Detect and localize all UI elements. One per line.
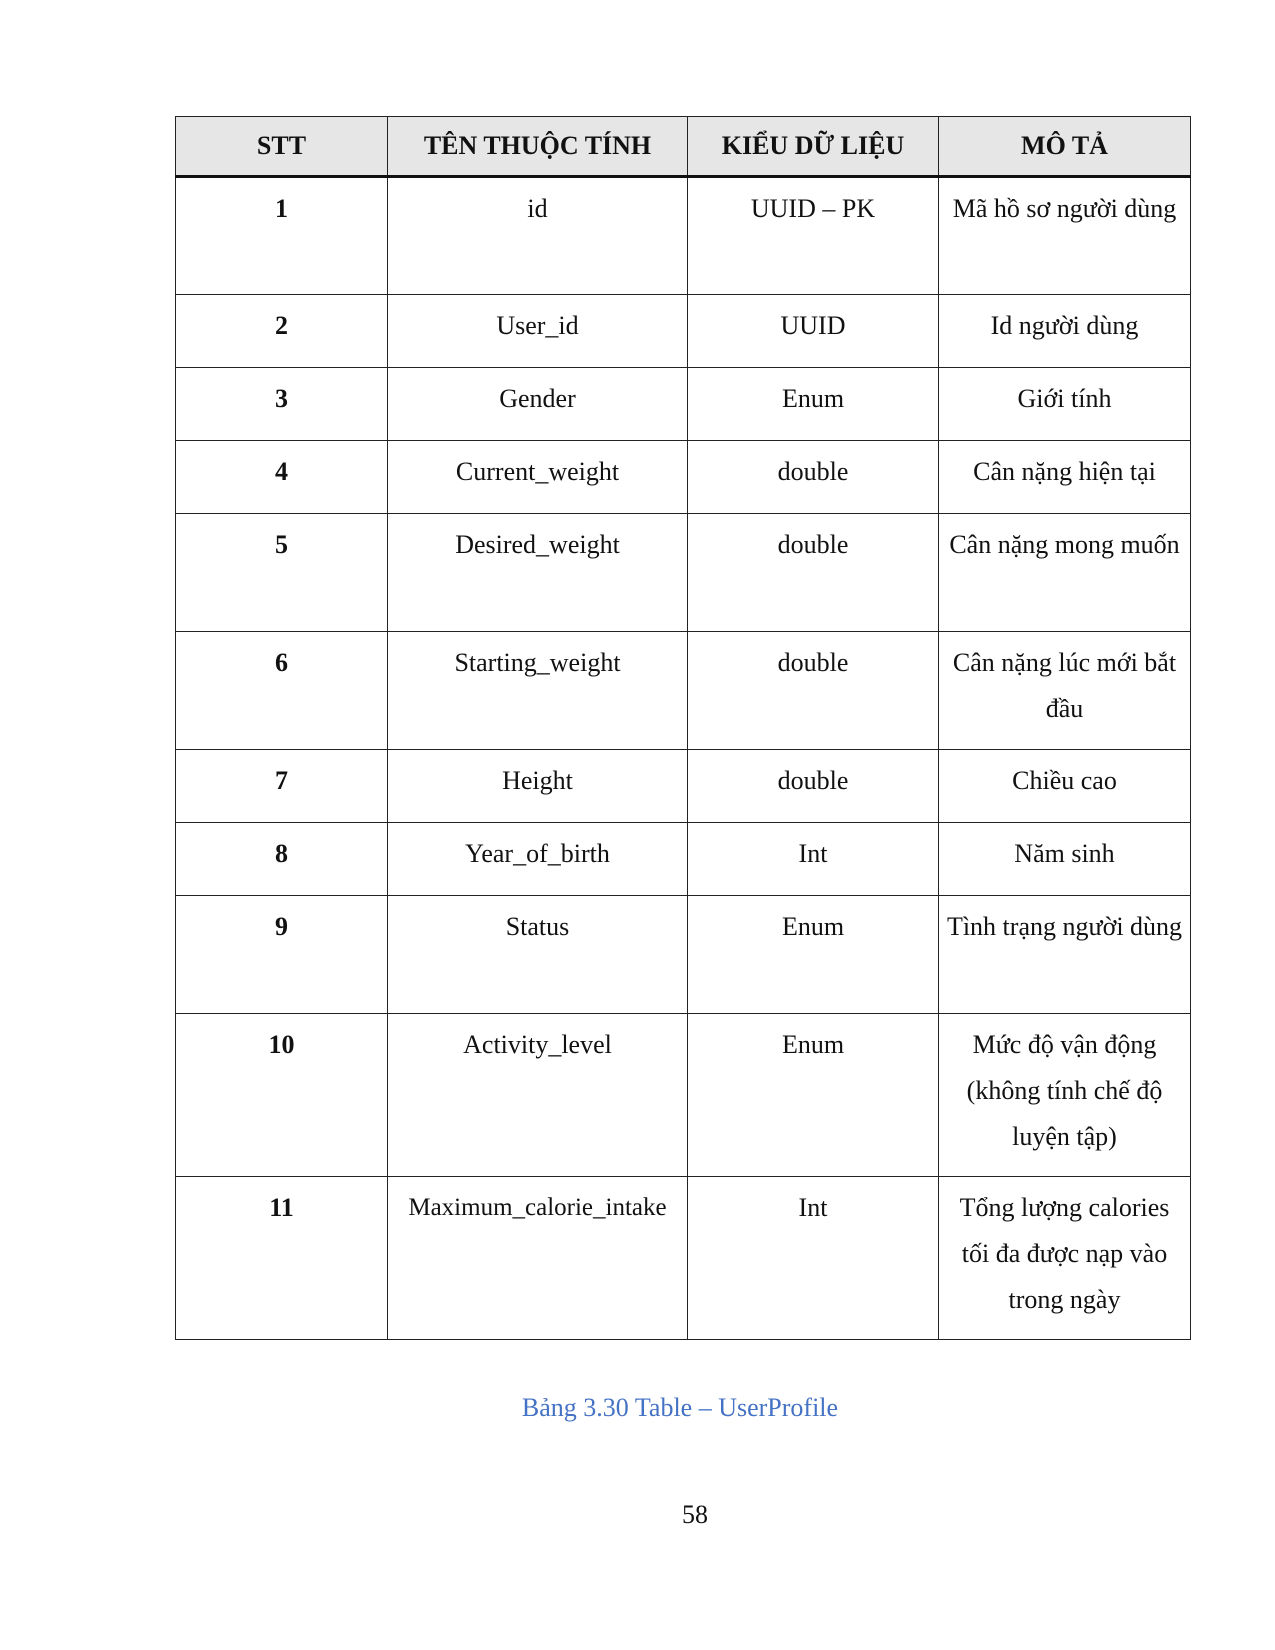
header-data-type: KIỂU DỮ LIỆU bbox=[688, 117, 939, 177]
row-stt: 6 bbox=[176, 632, 388, 750]
row-description: Tình trạng người dùng bbox=[939, 896, 1191, 1014]
table-row bbox=[176, 632, 1191, 750]
table-row bbox=[176, 1014, 1191, 1177]
row-description: Cân nặng hiện tại bbox=[939, 441, 1191, 514]
row-data-type: double bbox=[688, 514, 939, 632]
row-description: Chiều cao bbox=[939, 750, 1191, 823]
row-stt: 4 bbox=[176, 441, 388, 514]
table-row bbox=[176, 514, 1191, 632]
table-row bbox=[176, 750, 1191, 823]
table-row bbox=[176, 1177, 1191, 1340]
table-row bbox=[176, 295, 1191, 368]
row-attribute-name: Gender bbox=[388, 368, 688, 441]
row-stt: 8 bbox=[176, 823, 388, 896]
table-row bbox=[176, 177, 1191, 295]
header-stt: STT bbox=[176, 117, 388, 177]
row-attribute-name: Current_weight bbox=[388, 441, 688, 514]
row-data-type: double bbox=[688, 441, 939, 514]
row-attribute-name: Desired_weight bbox=[388, 514, 688, 632]
row-stt: 1 bbox=[176, 177, 388, 295]
row-description: Năm sinh bbox=[939, 823, 1191, 896]
row-stt: 2 bbox=[176, 295, 388, 368]
row-description: Cân nặng lúc mới bắt đầu bbox=[939, 632, 1191, 750]
row-attribute-name: User_id bbox=[388, 295, 688, 368]
table-row bbox=[176, 441, 1191, 514]
row-data-type: UUID – PK bbox=[688, 177, 939, 295]
row-description: Cân nặng mong muốn bbox=[939, 514, 1191, 632]
row-description: Id người dùng bbox=[939, 295, 1191, 368]
row-stt: 3 bbox=[176, 368, 388, 441]
row-attribute-name: Height bbox=[388, 750, 688, 823]
row-attribute-name: Activity_level bbox=[388, 1014, 688, 1177]
row-attribute-name: Year_of_birth bbox=[388, 823, 688, 896]
table-header bbox=[176, 117, 1191, 177]
row-attribute-name: Starting_weight bbox=[388, 632, 688, 750]
row-data-type: Enum bbox=[688, 368, 939, 441]
row-data-type: Enum bbox=[688, 896, 939, 1014]
header-description: MÔ TẢ bbox=[939, 117, 1191, 177]
row-stt: 7 bbox=[176, 750, 388, 823]
row-data-type: Enum bbox=[688, 1014, 939, 1177]
row-description: Giới tính bbox=[939, 368, 1191, 441]
table-caption: Bảng 3.30 Table – UserProfile bbox=[521, 1393, 839, 1422]
table-row bbox=[176, 368, 1191, 441]
table-row bbox=[176, 896, 1191, 1014]
row-attribute-name: id bbox=[388, 177, 688, 295]
row-stt: 9 bbox=[176, 896, 388, 1014]
table-row bbox=[176, 823, 1191, 896]
attribute-table bbox=[175, 116, 1191, 1340]
table-body bbox=[176, 177, 1191, 1340]
row-stt: 5 bbox=[176, 514, 388, 632]
row-data-type: Int bbox=[688, 1177, 939, 1340]
row-description: Mức độ vận động (không tính chế độ luyện tập) bbox=[939, 1014, 1191, 1177]
row-attribute-name: Status bbox=[388, 896, 688, 1014]
row-data-type: double bbox=[688, 632, 939, 750]
row-data-type: double bbox=[688, 750, 939, 823]
row-stt: 10 bbox=[176, 1014, 388, 1177]
row-description: Mã hồ sơ người dùng bbox=[939, 177, 1191, 295]
page-number: 58 bbox=[682, 1500, 708, 1529]
header-row bbox=[176, 117, 1191, 177]
header-attribute-name: TÊN THUỘC TÍNH bbox=[388, 117, 688, 177]
row-data-type: UUID bbox=[688, 295, 939, 368]
row-stt: 11 bbox=[176, 1177, 388, 1340]
row-description: Tổng lượng calories tối đa được nạp vào trong ngày bbox=[939, 1177, 1191, 1340]
row-data-type: Int bbox=[688, 823, 939, 896]
row-attribute-name: Maximum_calorie_intake bbox=[388, 1177, 688, 1340]
